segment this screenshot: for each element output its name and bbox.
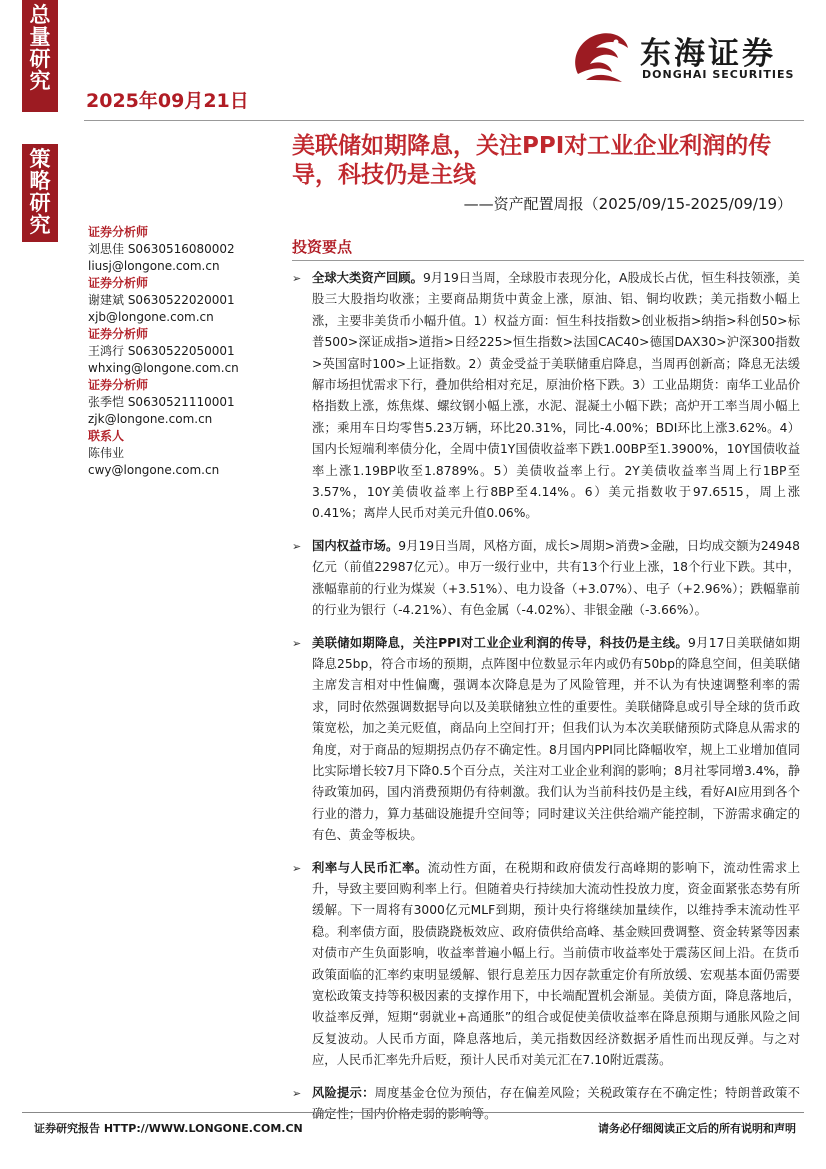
analyst-entry <box>88 275 268 326</box>
paragraph-text: 9月19日当周，全球股市表现分化，A股成长占优，恒生科技领涨，美股三大股指均收涨；主要商品期货中黄金上涨，原油、铝、铜均收跌；美元指数小幅上涨，主要非美货币小幅升值。1）权益方面：恒生科技指数>创业板指>纳指>科创50>标普500>深证成指>道指>日经225>恒生指数>法国CAC40>德国DAX30>沪深300指数>英国富时100>上证指数。2）黄金受益于美联储重启降息，当周再创新高；降息无法缓解市场担忧需求下行，叠加供给相对充足，原油价格下跌。3）工业品期货：南华工业品价格指数上涨，炼焦煤、螺纹钢小幅上涨，水泥、混凝土小幅下跌；高炉开工率当周小幅上涨；乘用车日均零售5.23万辆，环比20.31%，同比-4.00%；BDI环比上涨3.62%。4）国内长短端利率债分化，全周中债1Y国债收益率下跌1.00BP至1.3900%，10Y国债收益率上涨1.19BP收至1.8789%。5）美债收益率上行。2Y美债收益率当周上行1BP至3.57%，10Y美债收益率上行8BP至4.14%。6）美元指数收于97.6515，周上涨0.41%；离岸人民币对美元升值0.06%。 <box>312 271 800 521</box>
analyst-role: 证券分析师 <box>88 225 149 239</box>
contact-email[interactable]: cwy@longone.com.cn <box>88 463 220 477</box>
section-divider <box>292 260 804 261</box>
key-point-paragraph <box>288 633 800 847</box>
analyst-entry <box>88 326 268 377</box>
analyst-entry <box>88 224 268 275</box>
category-tab-strategy <box>22 144 58 242</box>
analyst-list <box>88 224 268 479</box>
analyst-role: 证券分析师 <box>88 378 149 392</box>
analyst-email[interactable]: zjk@longone.com.cn <box>88 412 213 426</box>
report-title: 美联储如期降息，关注PPI对工业企业利润的传导，科技仍是主线 <box>292 133 772 188</box>
analyst-name: 谢建斌 S0630522020001 <box>88 293 235 307</box>
analyst-name: 刘思佳 S0630516080002 <box>88 242 235 256</box>
paragraph-text: 9月17日美联储如期降息25bp，符合市场的预期，点阵图中位数显示年内或仍有50bp的降息空间，但美联储主席发言相对中性偏鹰，强调本次降息是为了风险管理，并不认为有快速调整利率的需求，同时依然强调数据导向以及美联储独立性的重要性。美联储降息或引导全球的货币政策宽松，加之美元贬值，商品向上空间打开；但我们认为本次美联储预防式降息从需求的角度，对于商品的短期拐点仍存不确定性。8月国内PPI同比降幅收窄，规上工业增加值同比实际增长较7月下降0.5个百分点，关注对工业企业利润的影响；8月社零同增3.4%，静待政策加码，国内消费预期仍有待刺激。我们认为当前科技仍是主线，看好AI应用到各个行业的潜力，算力基础设施提升空间等；同时建议关注供给端产能控制，下游需求确定的有色、黄金等板块。 <box>312 635 800 843</box>
report-subtitle: ——资产配置周报（2025/09/15-2025/09/19） <box>463 195 792 213</box>
phoenix-logo-icon <box>566 22 636 92</box>
footer-website[interactable]: 证券研究报告 HTTP://WWW.LONGONE.COM.CN <box>34 1122 303 1135</box>
analyst-entry <box>88 377 268 428</box>
contact-role: 联系人 <box>88 429 125 443</box>
paragraph-text: 周度基金仓位为预估，存在偏差风险；关税政策存在不确定性；特朗普政策不确定性；国内价格走弱的影响等。 <box>312 1085 800 1122</box>
tab-char: 究 <box>29 213 51 237</box>
tab-char: 量 <box>29 25 51 49</box>
analyst-role: 证券分析师 <box>88 276 149 290</box>
arrow-bullet-icon: ➢ <box>292 1086 302 1100</box>
contact-entry <box>88 428 268 479</box>
arrow-bullet-icon: ➢ <box>292 272 302 285</box>
analyst-name: 王鸿行 S0630522050001 <box>88 344 235 358</box>
key-point-paragraph <box>288 268 800 525</box>
tab-char: 策 <box>29 147 51 171</box>
analyst-name: 张季恺 S0630521110001 <box>88 395 235 409</box>
company-logo <box>566 22 796 92</box>
tab-char: 研 <box>29 191 51 215</box>
paragraph-lead: 美联储如期降息，关注PPI对工业企业利润的传导，科技仍是主线。 <box>312 635 688 650</box>
category-tab-macro <box>22 0 58 112</box>
arrow-bullet-icon: ➢ <box>292 539 302 553</box>
key-point-paragraph <box>288 858 800 1072</box>
footer-divider <box>22 1112 804 1113</box>
paragraph-lead: 利率与人民币汇率。 <box>312 860 428 875</box>
analyst-email[interactable]: liusj@longone.com.cn <box>88 259 220 273</box>
analyst-email[interactable]: whxing@longone.com.cn <box>88 361 239 375</box>
logo-cn-name: 东海证券 <box>640 36 776 72</box>
paragraph-lead: 全球大类资产回顾。 <box>312 271 423 285</box>
header-divider <box>84 120 804 121</box>
paragraph-text: 流动性方面，在税期和政府债发行高峰期的影响下，流动性需求上升，导致主要回购利率上行。但随着央行持续加大流动性投放力度，资金面紧张态势有所缓解。下一周将有3000亿元MLF到期，预计央行将继续加量续作，以维持季末流动性平稳。利率债方面，股债跷跷板效应、政府债供给高峰、基金赎回费调整、资金转紧等因素对债市产生负面影响，收益率普遍小幅上行。当前债市收益率处于震荡区间上沿。在货币政策面临的汇率约束明显缓解、银行息差压力因存款重定价有所放缓、宏观基本面仍需要宽松政策支持等积极因素的支撑作用下，中长端配置机会渐显。美债方面，降息落地后，收益率反弹，短期“弱就业+高通胀”的组合或促使美债收益率在降息预期与通胀风险之间反复波动。人民币方面，降息落地后，美元指数因经济数据矛盾性而出现反弹。与之对应，人民币汇率先升后贬，预计人民币对美元汇在7.10附近震荡。 <box>312 860 800 1068</box>
contact-name: 陈伟业 <box>88 446 125 460</box>
paragraph-lead: 国内权益市场。 <box>312 538 399 553</box>
paragraph-text: 9月19日当周，风格方面，成长>周期>消费>金融，日均成交额为24948亿元（前值22987亿元）。申万一级行业中，共有13个行业上涨，18个行业下跌。其中，涨幅靠前的行业为煤炭（+3.51%）、电力设备（+3.07%）、电子（+2.96%）；跌幅靠前的行业为银行（-4.21%）、有色金属（-4.02%）、非银金融（-3.66%）。 <box>312 538 800 618</box>
footer-disclaimer: 请务必仔细阅读正文后的所有说明和声明 <box>598 1122 796 1135</box>
tab-char: 总 <box>29 3 51 27</box>
report-date: 2025年09月21日 <box>86 90 249 112</box>
logo-en-name: DONGHAI SECURITIES <box>642 68 795 81</box>
key-point-paragraph <box>288 536 800 622</box>
tab-char: 研 <box>29 47 51 71</box>
analyst-role: 证券分析师 <box>88 327 149 341</box>
analyst-email[interactable]: xjb@longone.com.cn <box>88 310 214 324</box>
key-points <box>288 268 800 1136</box>
paragraph-lead: 风险提示： <box>312 1085 375 1100</box>
tab-char: 略 <box>29 169 51 193</box>
section-title: 投资要点 <box>292 238 353 256</box>
arrow-bullet-icon: ➢ <box>292 636 302 650</box>
arrow-bullet-icon: ➢ <box>292 861 302 875</box>
tab-char: 究 <box>29 69 51 93</box>
